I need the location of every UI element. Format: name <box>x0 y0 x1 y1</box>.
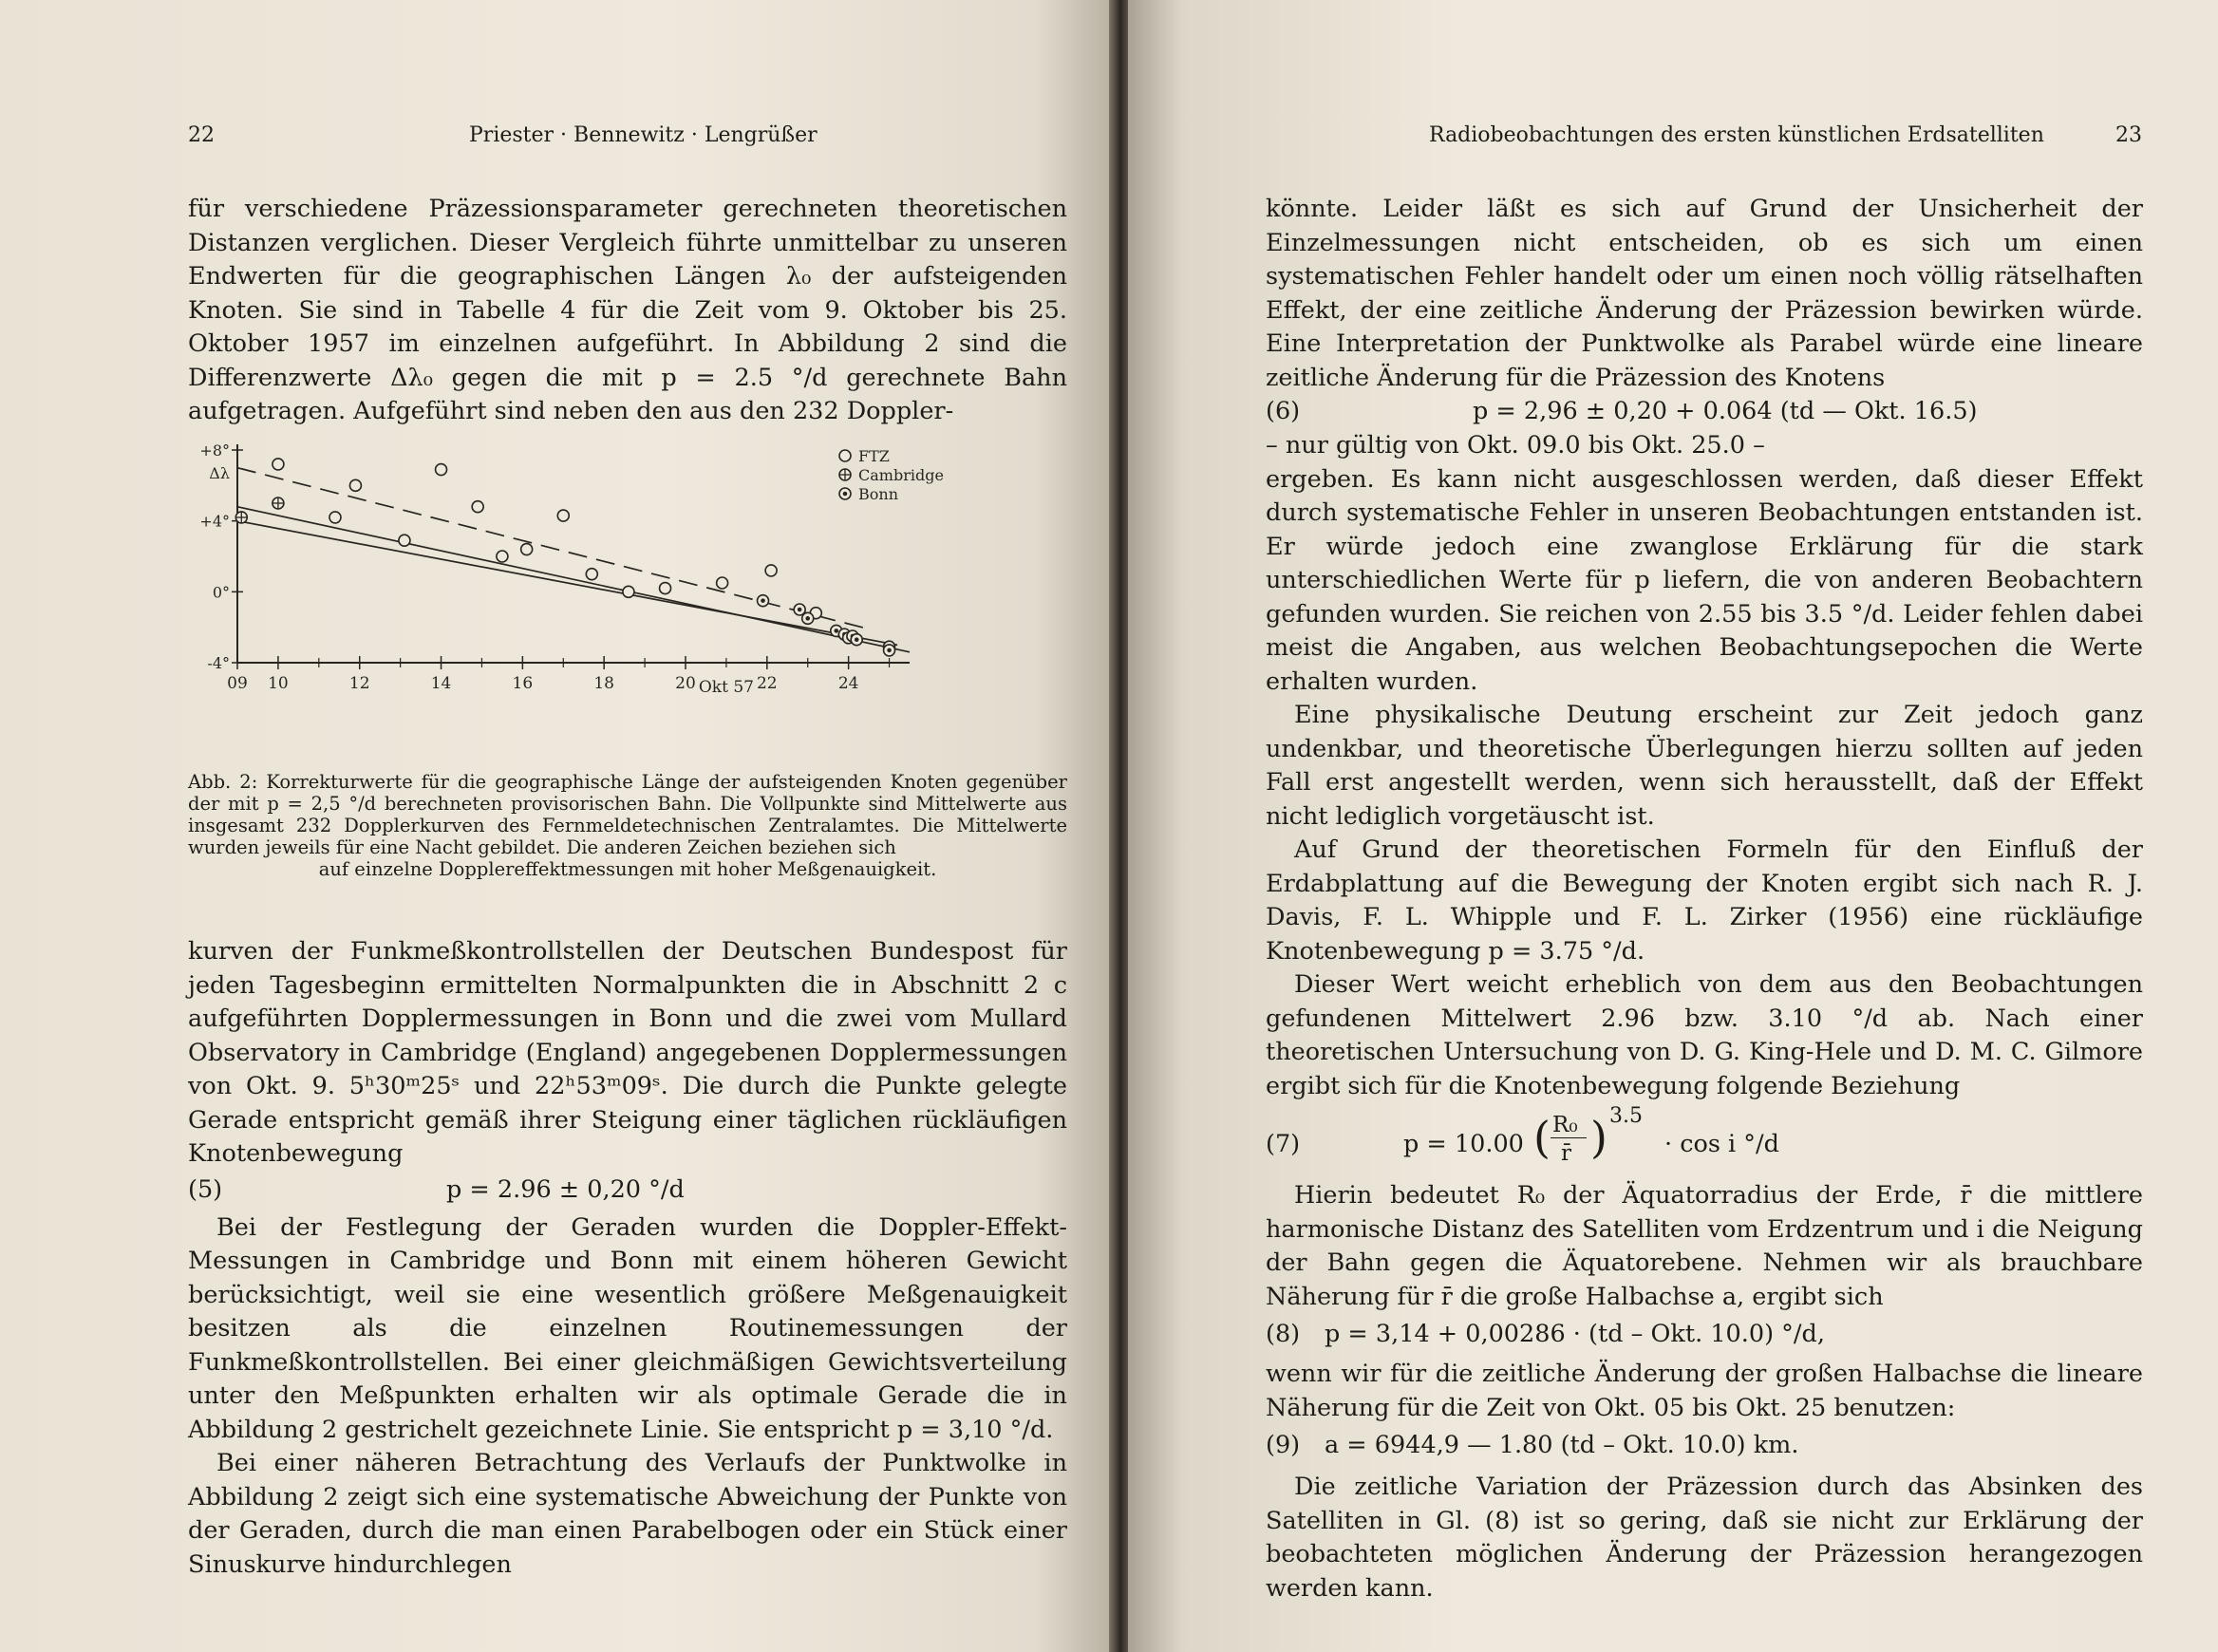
data-point-ftz <box>586 569 597 580</box>
y-tick-label: 0° <box>212 583 230 602</box>
y-tick-label: +4° <box>199 512 230 531</box>
x-tick-label-09: 09 <box>227 674 248 693</box>
right-paragraph-4: Auf Grund der theoretischen Formeln für den Einfluß der Erdabplattung auf die Bewegung der Knoten ergibt sich nach R. J. Davis, F. L. Whipple und F. L. Zirker (1956) eine rückläufige Knotenbewegung p = 3.75 °/d. <box>1266 835 2143 966</box>
x-tick-label-20: 20 <box>675 674 696 693</box>
equation-7-exponent: 3.5 <box>1609 1104 1643 1128</box>
equation-7-number: (7) <box>1266 1130 1301 1158</box>
x-tick-label-18: 18 <box>593 674 615 693</box>
equation-7 <box>1266 1103 2143 1173</box>
running-head-right: Radiobeobachtungen des ersten künstlichen Erdsatelliten <box>1429 123 2044 147</box>
regression-line-3 <box>237 521 897 646</box>
left-text-top <box>188 193 1067 429</box>
knot-correction-chart <box>188 435 1081 750</box>
data-point-ftz <box>329 512 341 523</box>
equation-5 <box>188 1173 1067 1208</box>
right-paragraph-3: Eine physikalische Deutung erscheint zur Zeit jedoch ganz undenkbar, und theoretische Überlegungen hierzu sollten auf jeden Fall erst angestellt werden, wenn sich herausstellt, daß der Effekt nicht lediglich vorgetäuscht ist. <box>1266 701 2143 831</box>
x-tick-label-14: 14 <box>430 674 452 693</box>
data-point-ftz <box>399 535 410 546</box>
equation-9-formula: a = 6944,9 — 1.80 (td – Okt. 10.0) km. <box>1325 1431 1799 1459</box>
equation-9 <box>1266 1429 2143 1463</box>
figure-caption-last-line: auf einzelne Dopplereffektmessungen mit hoher Meßgenauigkeit. <box>318 858 937 880</box>
data-point-ftz <box>765 565 777 576</box>
legend-label-bonn: Bonn <box>858 485 898 503</box>
x-tick-label-12: 12 <box>348 674 370 693</box>
left-paragraph-2: kurven der Funkmeßkontrollstellen der Deutschen Bundespost für jeden Tagesbeginn ermittelten Normalpunkten die in Abschnitt 2 c aufgeführten Dopplermessungen in Bonn und die zwei vom Mullard Observatory in Cambridge (England) angegebenen Dopplermessungen von Okt. 9. 5ʰ30ᵐ25ˢ und 22ʰ53ᵐ09ˢ. Die durch die Punkte gelegte Gerade entspricht gemäß ihrer Steigung einer täglichen rückläufigen Knotenbewegung <box>188 937 1067 1168</box>
data-point-ftz <box>623 586 634 597</box>
data-point-ftz <box>273 459 284 470</box>
data-point-ftz <box>497 551 508 562</box>
right-text <box>1266 193 2143 1605</box>
right-paragraph-5: Dieser Wert weicht erheblich von dem aus den Beobachtungen gefundenen Mittelwert 2.96 bzw. 3.10 °/d ab. Nach einer theoretischen Untersuchung von D. G. King-Hele und D. M. C. Gilmore ergibt sich für die Knotenbewegung folgende Beziehung <box>1266 970 2143 1100</box>
page-number-left: 22 <box>188 123 215 147</box>
page-number-right: 23 <box>2115 123 2142 147</box>
regression-line-1 <box>237 507 910 652</box>
equation-7-numerator: R₀ <box>1552 1113 1578 1137</box>
y-tick-label: -4° <box>207 654 230 672</box>
x-tick-label-16: 16 <box>512 674 534 693</box>
equation-5-number: (5) <box>188 1174 223 1204</box>
right-paragraph-7: wenn wir für die zeitliche Änderung der großen Halbachse die lineare Näherung für die Zeit von Okt. 05 bis Okt. 25 benutzen: <box>1266 1360 2143 1422</box>
equation-6-validity-note: – nur gültig von Okt. 09.0 bis Okt. 25.0 – <box>1266 431 1765 460</box>
x-tick-label-10: 10 <box>268 674 289 693</box>
left-paragraph-4: Bei einer näheren Betrachtung des Verlaufs der Punktwolke in Abbildung 2 zeigt sich eine systematische Abweichung der Punkte von der Geraden, durch die man einen Parabelbogen oder ein Stück einer Sinuskurve hindurchlegen <box>188 1449 1067 1579</box>
right-paragraph-6: Hierin bedeutet R₀ der Äquatorradius der Erde, r̄ die mittlere harmonische Distanz des Satelliten vom Erdzentrum und i die Neigung der Bahn gegen die Äquatorebene. Nehmen wir als brauchbare Näherung für r̄ die große Halbachse a, ergibt sich <box>1266 1181 2143 1311</box>
dashed-regression-line <box>237 468 869 629</box>
left-paragraph-1: für verschiedene Präzessionsparameter gerechneten theoretischen Distanzen verglichen. Dieser Vergleich führte unmittelbar zu unseren Endwerten für die geographischen Längen λ₀ der aufsteigenden Knoten. Sie sind in Tabelle 4 für die Zeit vom 9. Oktober bis 25. Oktober 1957 im einzelnen aufgeführt. In Abbildung 2 sind die Differenzwerte Δλ₀ gegen die mit p = 2.5 °/d gerechnete Bahn aufgetragen. Aufgeführt sind neben den aus den 232 Doppler- <box>188 195 1067 425</box>
y-tick-label: +8° <box>199 441 230 460</box>
equation-7-rhs: · cos i °/d <box>1664 1130 1779 1158</box>
data-point-ftz <box>557 510 569 521</box>
equation-8 <box>1266 1318 2143 1352</box>
legend-label-cambridge: Cambridge <box>858 466 944 484</box>
equation-6-formula: p = 2,96 ± 0,20 + 0.064 (td — Okt. 16.5) <box>1473 397 1978 425</box>
left-paragraph-3: Bei der Festlegung der Geraden wurden die Doppler-Effekt-Messungen in Cambridge und Bonn mit einem höheren Gewicht berücksichtigt, weil sie eine wesentlich größere Meßgenauigkeit besitzen als die einzelnen Routinemessungen der Funkmeßkontrollstellen. Bei einer gleichmäßigen Gewichtsverteilung unter den Meßpunkten erhalten wir als optimale Gerade die in Abbildung 2 gestrichelt gezeichnete Linie. Sie entspricht p = 3,10 °/d. <box>188 1212 1067 1444</box>
data-point-bonn-dot <box>834 629 838 633</box>
equation-8-formula: p = 3,14 + 0,00286 · (td – Okt. 10.0) °/d, <box>1325 1320 1825 1348</box>
data-point-bonn-dot <box>798 608 802 612</box>
running-head-left: Priester · Bennewitz · Lengrüßer <box>469 123 818 147</box>
right-paragraph-8: Die zeitliche Variation der Präzession durch das Absinken des Satelliten in Gl. (8) ist so gering, daß sie nicht zur Erklärung der beobachteten möglichen Änderung der Präzession herangezogen werden kann. <box>1266 1473 2143 1603</box>
legend-marker-bonn-dot <box>843 492 848 497</box>
right-page <box>1128 0 2218 1652</box>
data-point-ftz <box>660 583 671 594</box>
equation-7-denominator: r̄ <box>1561 1141 1571 1166</box>
equation-7-open-paren: ( <box>1533 1112 1551 1163</box>
legend-label-ftz: FTZ <box>858 447 890 465</box>
equation-6 <box>1266 395 2143 429</box>
y-axis-label: Δλ <box>209 463 230 482</box>
equation-9-number: (9) <box>1266 1431 1301 1459</box>
right-paragraph-2: ergeben. Es kann nicht ausgeschlossen werden, daß dieser Effekt durch systematische Fehler in unseren Beobachtungen entstanden ist. Er würde jedoch eine zwanglose Erklärung für die stark unterschiedlichen Werte für p liefern, die von anderen Beobachtern gefunden wurden. Sie reichen von 2.55 bis 3.5 °/d. Leider fehlen dabei meist die Angaben, aus welchen Beobachtungsepochen die Werte erhalten wurden. <box>1266 464 2143 696</box>
equation-6-number: (6) <box>1266 397 1301 425</box>
x-tick-label-24: 24 <box>837 674 859 693</box>
left-text-bottom <box>188 935 1067 1582</box>
data-point-bonn-dot <box>855 637 859 642</box>
legend-marker-ftz <box>839 450 851 461</box>
equation-5-formula: p = 2.96 ± 0,20 °/d <box>446 1174 685 1204</box>
figure-caption-text: Abb. 2: Korrekturwerte für die geographische Länge der aufsteigenden Knoten gegenüber der mit p = 2,5 °/d berechneten provisorischen Bahn. Die Vollpunkte sind Mittelwerte aus insgesamt 232 Dopplerkurven des Fernmeldetechnischen Zentralamtes. Die Mittelwerte wurden jeweils für eine Nacht gebildet. Die anderen Zeichen beziehen sich <box>188 771 1067 858</box>
equation-8-number: (8) <box>1266 1320 1301 1348</box>
right-paragraph-1: könnte. Leider läßt es sich auf Grund der Unsicherheit der Einzelmessungen nicht entscheiden, ob es sich um einen systematischen Fehler handelt oder um einen noch völlig rätselhaften Effekt, der eine zeitliche Änderung der Präzession bewirken würde. Eine Interpretation der Punktwolke als Parabel würde eine lineare zeitliche Änderung für die Präzession des Knotens <box>1266 195 2143 392</box>
equation-7-lhs: p = 10.00 <box>1403 1130 1524 1158</box>
equation-7-close-paren: ) <box>1590 1112 1607 1163</box>
figure-caption <box>188 771 1067 880</box>
data-point-bonn-dot <box>805 616 810 621</box>
data-point-ftz <box>436 464 447 476</box>
data-point-bonn-dot <box>887 648 892 653</box>
data-point-ftz <box>521 544 533 555</box>
x-axis-label: Okt 57 <box>698 678 754 697</box>
x-tick-label-22: 22 <box>756 674 778 693</box>
data-point-ftz <box>349 479 361 491</box>
data-point-ftz <box>717 577 728 589</box>
data-point-ftz <box>472 501 483 513</box>
data-point-bonn-dot <box>761 598 765 603</box>
